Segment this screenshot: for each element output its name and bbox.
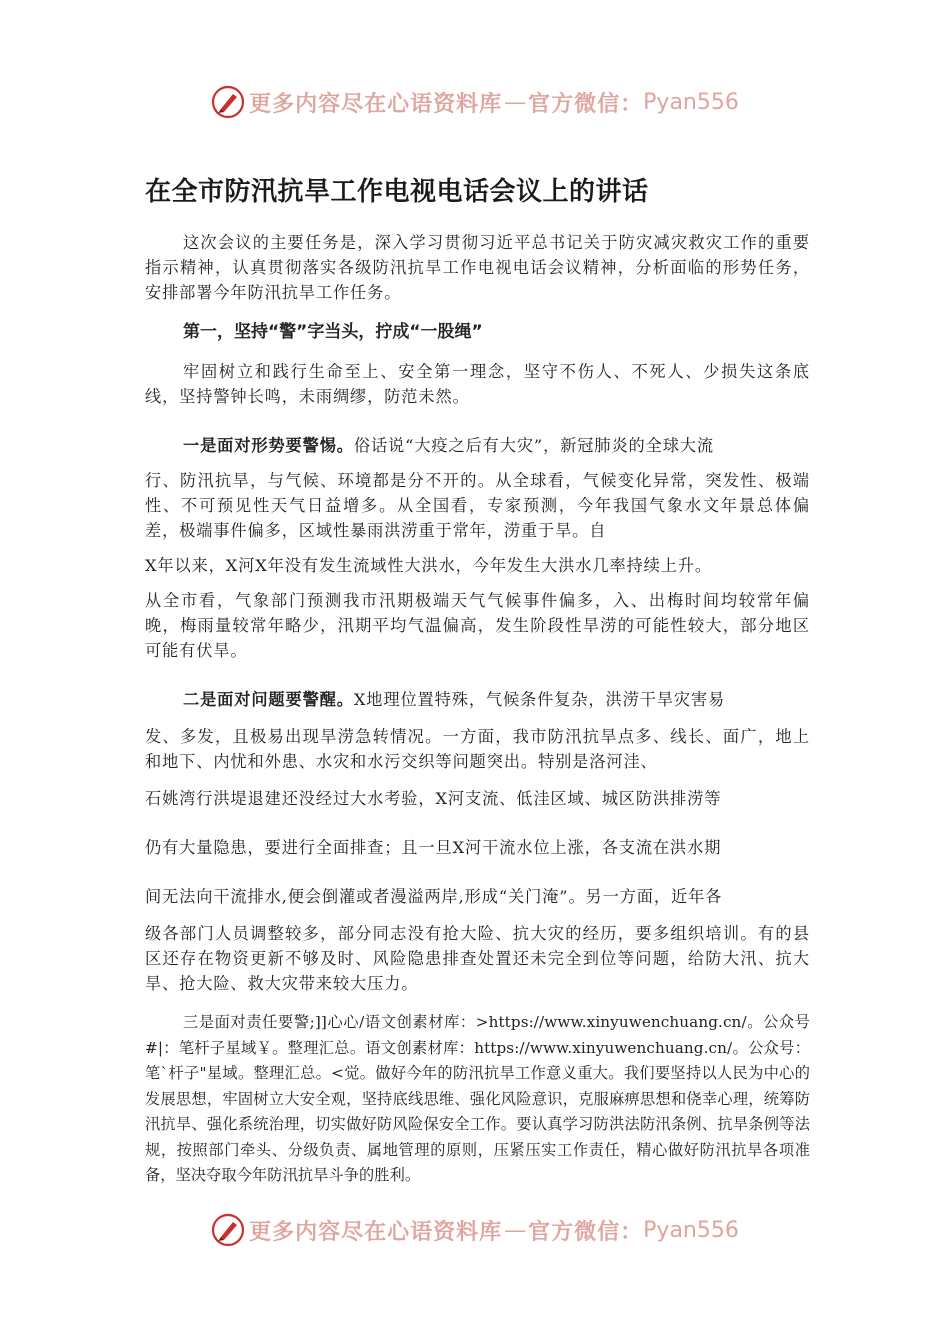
point2-line4: 仍有大量隐患，要进行全面排查；且一旦X河干流水位上涨，各支流在洪水期 xyxy=(145,838,722,857)
point3-paragraph: 三是面对责任要警;]]心心/语文创素材库：>https://www.xinyuwenchuang.cn/。公众号#|：笔杆子星域￥。整理汇总。语文创素材库：https://www.xinyuwenchuang.cn/。公众号：笔`杆子"星域。整理汇总。<觉。做好今年的防汛抗旱工作意义重大。我们要坚持以人民为中心的发展思想，牢固树立大安全观，坚持底线思维、强化风险意识，克服麻痹思想和侥幸心理，统筹防汛抗旱、强化系统治理，切实做好防风险保安全工作。要认真学习防洪法防汛条例、抗旱条例等法规，按照部门牵头、分级负责、属地管理的原则，压紧压实工作责任，精心做好防汛抗旱各项准备，坚决夺取今年防汛抗旱斗争的胜利。 xyxy=(145,1013,810,1184)
point1-line2: 行、防汛抗旱，与气候、环境都是分不开的。从全球看，气候变化异常，突发性、极端性、不可预见性天气日益增多。从全国看，专家预测，今年我国气象水文年景总体偏差，极端事件偏多，区域性暴雨洪涝重于常年，涝重于旱。自 xyxy=(145,471,810,540)
banner-text: 更多内容尽在心语资料库 xyxy=(249,90,503,117)
point2-lead: 二是面对问题要警醒。 xyxy=(183,690,354,709)
point1-line4: 从全市看，气象部门预测我市汛期极端天气气候事件偏多，入、出梅时间均较常年偏晚，梅雨量较常年略少，汛期平均气温偏高，发生阶段性旱涝的可能性较大，部分地区可能有伏旱。 xyxy=(145,591,810,660)
header-banner xyxy=(0,82,950,122)
point1-line3: X年以来，X河X年没有发生流域性大洪水，今年发生大洪水几率持续上升。 xyxy=(145,556,712,575)
pen-nib-logo-icon xyxy=(211,1213,245,1247)
pen-nib-logo-icon xyxy=(211,85,245,119)
section1-heading: 第一，坚持“警”字当头，拧成“一股绳” xyxy=(183,322,483,342)
banner-wechat-label: 官方微信： xyxy=(528,1218,644,1245)
point2-line3: 石姚湾行洪堤退建还没经过大水考验，X河支流、低洼区域、城区防洪排涝等 xyxy=(145,789,722,808)
point2-line2: 发、多发，且极易出现旱涝急转情况。一方面，我市防汛抗旱点多、线长、面广，地上和地下、内忧和外患、水灾和水污交织等问题突出。特别是洛河洼、 xyxy=(145,727,810,771)
banner-wechat-id: Pyan556 xyxy=(643,89,739,115)
banner-separator: — xyxy=(504,89,527,115)
point2-line6: 级各部门人员调整较多，部分同志没有抢大险、抗大灾的经历，要多组织培训。有的县区还存在物资更新不够及时、风险隐患排查处置还未完全到位等问题，给防大汛、抗大旱、抢大险、救大灾带来较大压力。 xyxy=(145,924,810,993)
point2-line5: 间无法向干流排水,便会倒灌或者漫溢两岸,形成“关门淹”。另一方面，近年各 xyxy=(145,887,723,906)
footer-banner xyxy=(0,1210,950,1250)
banner-wechat-id: Pyan556 xyxy=(643,1217,739,1243)
document-title: 在全市防汛抗旱工作电视电话会议上的讲话 xyxy=(145,177,649,207)
section1-paragraph: 牢固树立和践行生命至上、安全第一理念，坚守不伤人、不死人、少损失这条底线，坚持警钟长鸣，未雨绸缪，防范未然。 xyxy=(145,362,810,406)
banner-separator: — xyxy=(504,1217,527,1243)
point1-line1 xyxy=(145,433,810,458)
document-body xyxy=(145,168,810,1189)
banner-wechat-label: 官方微信： xyxy=(528,90,644,117)
point1-text1: 俗话说“大疫之后有大灾”，新冠肺炎的全球大流 xyxy=(353,436,714,455)
point1-lead: 一是面对形势要警惕。 xyxy=(183,436,354,455)
point2-line1 xyxy=(145,687,810,712)
intro-paragraph: 这次会议的主要任务是，深入学习贯彻习近平总书记关于防灾减灾救灾工作的重要指示精神，认真贯彻落实各级防汛抗旱工作电视电话会议精神，分析面临的形势任务，安排部署今年防汛抗旱工作任务。 xyxy=(145,233,810,302)
banner-text: 更多内容尽在心语资料库 xyxy=(249,1218,503,1245)
point2-text1: X地理位置特殊，气候条件复杂，洪涝干旱灾害易 xyxy=(353,690,726,709)
